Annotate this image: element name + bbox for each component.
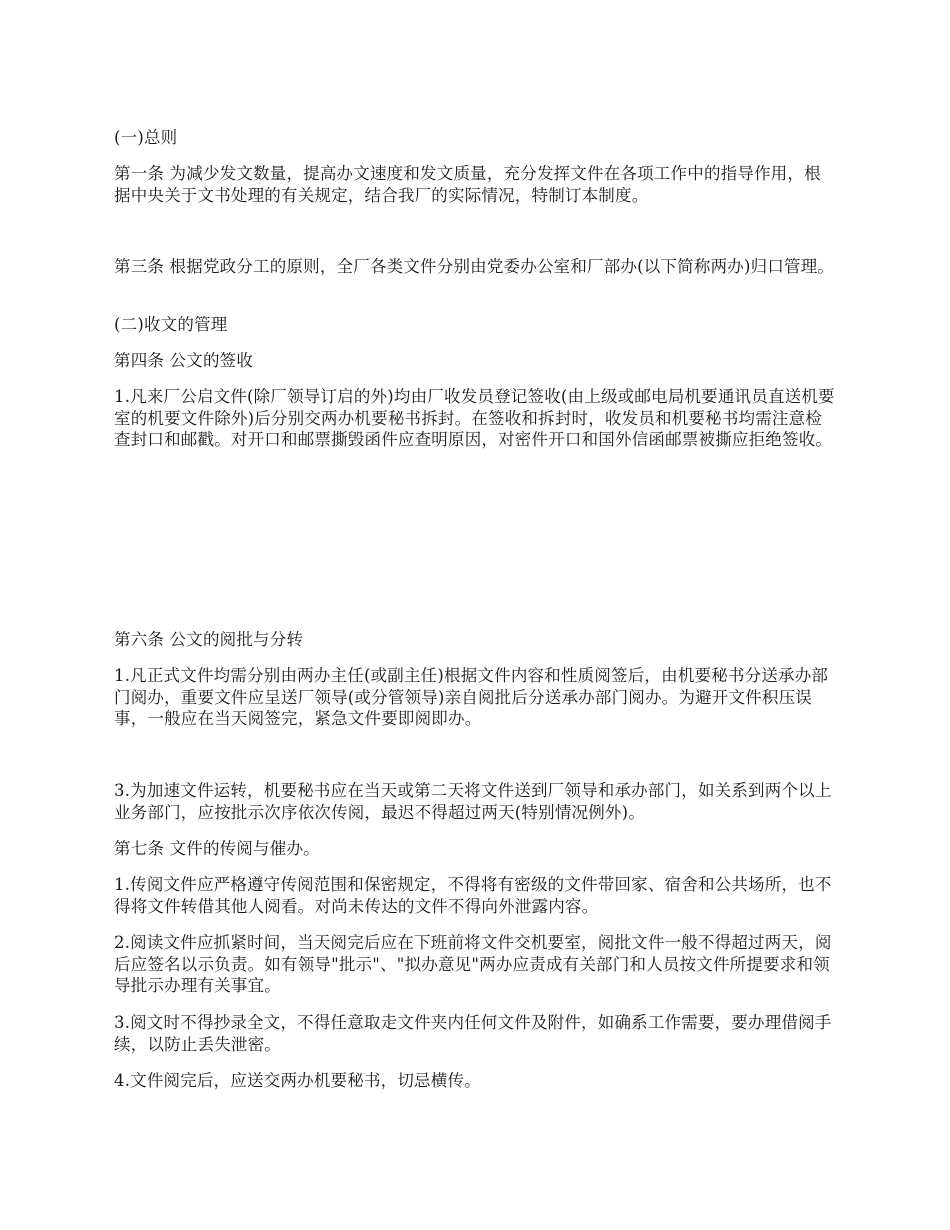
article-7-heading: 第七条 文件的传阅与催办。 <box>114 839 320 858</box>
article-7-item-1: 1.传阅文件应严格遵守传阅范围和保密规定，不得将有密级的文件带回家、宿舍和公共场所，也不得将文件转借其他人阅看。对尚未传达的文件不得向外泄露内容。 <box>114 875 832 916</box>
section-heading-receiving: (二)收文的管理 <box>114 315 228 334</box>
article-7-item-3: 3.阅文时不得抄录全文，不得任意取走文件夹内任何文件及附件，如确系工作需要，要办理借阅手续，以防止丢失泄密。 <box>114 1013 832 1054</box>
article-4-heading: 第四条 公文的签收 <box>114 351 254 370</box>
article-6-item-1: 1.凡正式文件均需分别由两办主任(或副主任)根据文件内容和性质阅签后，由机要秘书分送承办部门阅办，重要文件应呈送厂领导(或分管领导)亲自阅批后分送承办部门阅办。为避开文件积压误事，一般应在当天阅签完，紧急文件要即阅即办。 <box>114 666 829 728</box>
article-6-item-3: 3.为加速文件运转，机要秘书应在当天或第二天将文件送到厂领导和承办部门，如关系到两个以上业务部门，应按批示次序依次传阅，最迟不得超过两天(特别情况例外)。 <box>114 781 832 822</box>
article-7-item-2: 2.阅读文件应抓紧时间，当天阅完后应在下班前将文件交机要室，阅批文件一般不得超过两天，阅后应签名以示负责。如有领导"批示"、"拟办意见"两办应责成有关部门和人员按文件所提要求和领导批示办理有关事宜。 <box>114 933 832 995</box>
article-6-heading: 第六条 公文的阅批与分转 <box>114 630 304 649</box>
article-1-paragraph: 第一条 为减少发文数量，提高办文速度和发文质量，充分发挥文件在各项工作中的指导作用，根据中央关于文书处理的有关规定，结合我厂的实际情况，特制订本制度。 <box>114 164 821 205</box>
article-4-item-1: 1.凡来厂公启文件(除厂领导订启的外)均由厂收发员登记签收(由上级或邮电局机要通讯员直送机要室的机要文件除外)后分别交两办机要秘书拆封。在签收和拆封时，收发员和机要秘书均需注意检查封口和邮戳。对开口和邮票撕毁函件应查明原因，对密件开口和国外信函邮票被撕应拒绝签收。 <box>114 387 835 449</box>
article-3-paragraph: 第三条 根据党政分工的原则，全厂各类文件分别由党委办公室和厂部办(以下简称两办)归口管理。 <box>114 257 835 276</box>
article-7-item-4: 4.文件阅完后，应送交两办机要秘书，切忌横传。 <box>114 1071 481 1090</box>
section-heading-general: (一)总则 <box>114 128 178 147</box>
